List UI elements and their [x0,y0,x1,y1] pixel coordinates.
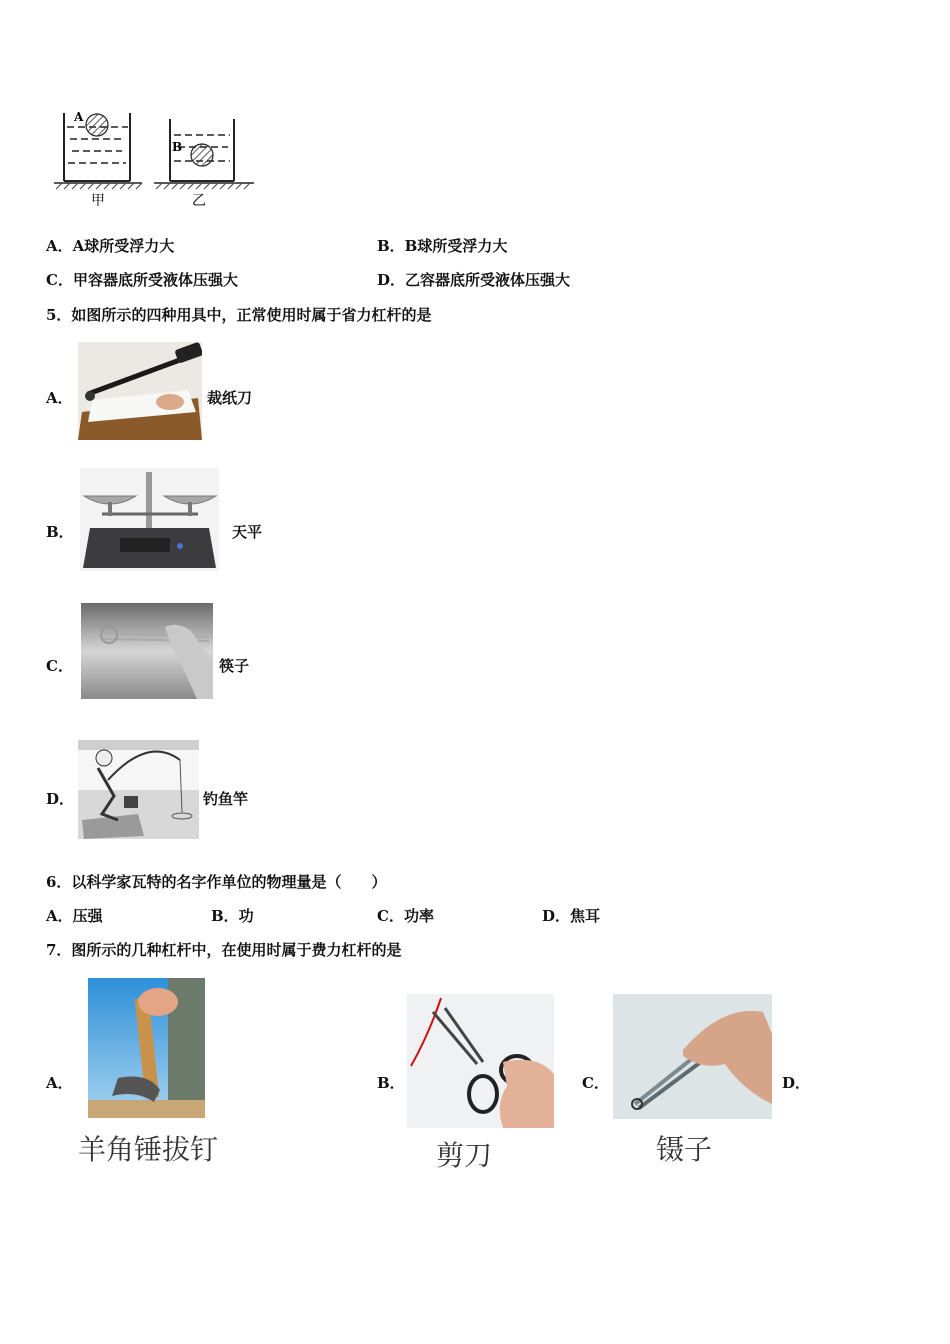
q7-caption-c: 镊子 [656,1133,713,1166]
q7-letter-a: A． [46,1074,73,1092]
q5-name-b: 天平 [232,523,263,541]
q5-name-c: 筷子 [219,657,250,675]
q5-letter-b: B． [46,523,74,541]
label-jia: 甲 [91,193,105,209]
q7-letter-b: B． [377,1074,405,1092]
q6-option-c: C．功率 [377,907,434,925]
buoyancy-figure [50,105,260,210]
q7-letter-d: D． [782,1074,811,1092]
q5-letter-d: D． [46,790,75,808]
containers-diagram [50,105,260,210]
fishing-rod-image [78,740,199,839]
chopsticks-image [81,603,213,699]
q5-letter-c: C． [46,657,73,675]
ground-line [54,183,254,189]
q4-option-c: C．甲容器底所受液体压强大 [46,271,238,289]
paper-cutter-image [78,342,202,440]
label-b: B [172,140,183,154]
q4-option-d: D．乙容器底所受液体压强大 [377,271,571,289]
q5-stem: 5．如图所示的四种用具中，正常使用时属于省力杠杆的是 [46,306,432,324]
tweezers-image [613,994,772,1119]
q7-letter-c: C． [582,1074,609,1092]
q5-name-a: 裁纸刀 [207,389,253,407]
q7-caption-a: 羊角锤拔钉 [78,1133,219,1166]
q7-caption-b: 剪刀 [436,1139,493,1172]
scissors-image [407,994,554,1128]
q6-option-a: A．压强 [46,907,103,925]
q6-option-b: B．功 [211,907,254,925]
q6-option-d: D．焦耳 [542,907,601,925]
q6-stem: 6．以科学家瓦特的名字作单位的物理量是（ ） [46,873,387,891]
claw-hammer-image [88,978,205,1118]
q7-stem: 7．图所示的几种杠杆中，在使用时属于费力杠杆的是 [46,941,402,959]
label-yi: 乙 [192,193,206,209]
q4-option-b: B．B球所受浮力大 [377,237,508,255]
q4-option-a: A．A球所受浮力大 [46,237,175,255]
q5-name-d: 钓鱼竿 [203,790,249,808]
label-a: A [74,110,84,124]
q5-letter-a: A． [46,389,73,407]
balance-image [80,468,219,571]
